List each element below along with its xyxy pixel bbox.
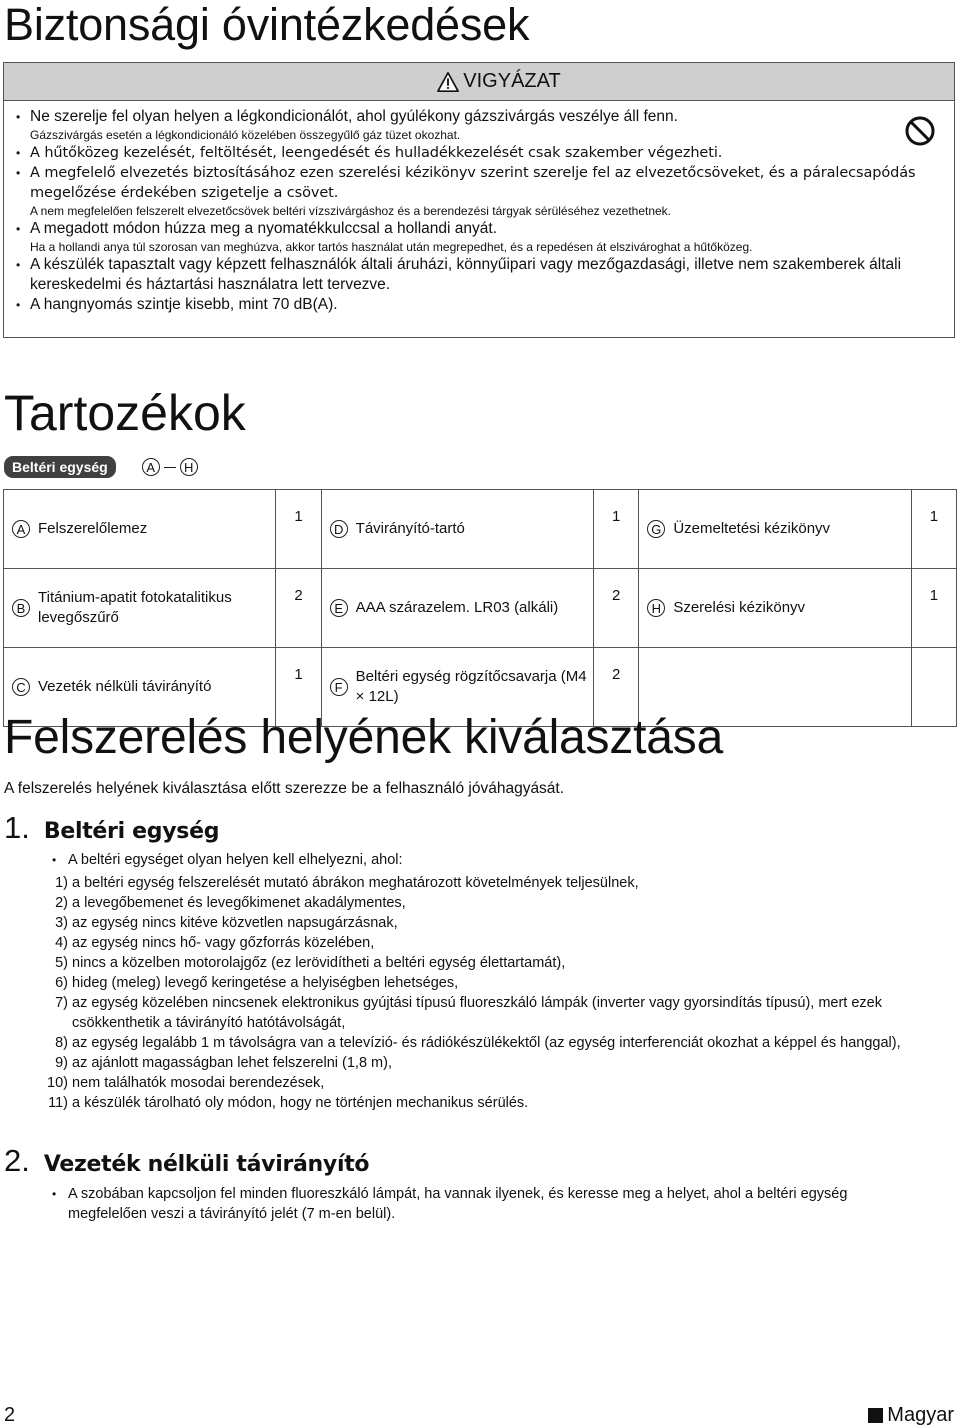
list-item <box>42 1093 932 1113</box>
page-number: 2 <box>4 1404 16 1426</box>
accessory-name: Szerelési kézikönyv <box>673 599 806 616</box>
item-number: 9) <box>55 1055 68 1071</box>
caution-item <box>16 219 925 255</box>
accessory-name: AAA szárazelem. LR03 (alkáli) <box>355 599 559 616</box>
accessory-letter: G <box>647 520 665 538</box>
item-text: a levegőbemenet és levegőkimenet akadálymentes, <box>72 895 406 911</box>
accessory-cell <box>321 490 593 569</box>
accessory-letter: F <box>330 678 348 696</box>
caution-item-main: • A megadott módon húzza meg a nyomatékkulccsal a hollandi anyát. <box>30 220 497 237</box>
accessory-letter: A <box>12 520 30 538</box>
warning-icon <box>437 71 459 93</box>
item-text: hideg (meleg) levegő keringetése a helyiségben lehetséges, <box>72 975 459 991</box>
accessory-name: Beltéri egység rögzítőcsavarja (M4 × 12L) <box>355 668 587 705</box>
list-item <box>42 873 932 893</box>
accessory-letter: B <box>12 599 30 617</box>
caution-item <box>16 163 925 219</box>
accessory-name: Távirányító-tartó <box>355 520 465 537</box>
caution-item-sub: Gázszivárgás esetén a légkondicionáló közelében összegyűlő gáz tüzet okozhat. <box>30 128 461 142</box>
caution-header <box>4 63 954 101</box>
item-number: 8) <box>55 1035 68 1051</box>
caution-body <box>4 101 954 315</box>
caution-item-sub: A nem megfelelően felszerelt elvezetőcsövek beltéri vízszivárgáshoz és a berendezési tárgyak sérüléséhez vezethetnek. <box>30 204 672 218</box>
item-number: 11) <box>48 1095 68 1111</box>
caution-item-main: • A készülék tapasztalt vagy képzett felhasználók általi áruházi, könnyűipari vagy mezőgazdasági, illetve nem szakemberek általi kereskedelmi és háztartási használatra lett tervezve. <box>30 256 902 293</box>
empty-qty-cell <box>911 648 956 727</box>
section-number: 1. <box>4 810 30 845</box>
conditions-list <box>42 873 932 1113</box>
item-text: az egység nincs kitéve közvetlen napsugárzásnak, <box>72 915 398 931</box>
accessories-table <box>3 489 957 727</box>
accessory-cell <box>4 490 276 569</box>
item-text: az egység közelében nincsenek elektronikus gyújtási típusú fluoreszkáló lámpák (inverter vagy gyorsindítás típusú), mert ezek csökkenthetik a távirányító hatótávolságát, <box>72 995 882 1031</box>
caution-item-sub: Ha a hollandi anya túl szorosan van meghúzva, akkor tartós használat után megrepedhet, és a repedésen át elszivároghat a hűtőközeg. <box>30 240 753 254</box>
item-text: nincs a közelben motorolajgőz (ez lerövidítheti a beltéri egység élettartamát), <box>72 955 566 971</box>
accessory-letter: C <box>12 678 30 696</box>
language-label: Magyar <box>887 1404 954 1426</box>
range-end: H <box>180 458 198 476</box>
accessories-label-row <box>4 456 198 478</box>
safety-title: Biztonsági óvintézkedések <box>4 0 530 50</box>
accessory-qty: 1 <box>911 569 956 648</box>
caution-item <box>16 143 925 163</box>
section-1-bullet: • A beltéri egységet olyan helyen kell elhelyezni, ahol: <box>52 850 928 870</box>
item-text: nem találhatók mosodai berendezések, <box>72 1075 325 1091</box>
caution-item-main: • Ne szerelje fel olyan helyen a légkondicionálót, ahol gyúlékony gázszivárgás veszélye áll fenn. <box>30 108 678 125</box>
accessory-name: Titánium-apatit fotokatalitikus levegőszűrő <box>38 589 232 626</box>
accessory-qty: 2 <box>594 569 639 648</box>
caution-item-main: • A hangnyomás szintje kisebb, mint 70 dB(A). <box>30 296 338 313</box>
accessory-name: Üzemeltetési kézikönyv <box>673 520 831 537</box>
list-item <box>42 973 932 993</box>
accessory-letter: D <box>330 520 348 538</box>
caution-box <box>3 62 955 338</box>
caution-label: VIGYÁZAT <box>463 70 561 92</box>
accessory-cell <box>639 569 911 648</box>
section-2-heading <box>4 1143 369 1179</box>
list-item <box>42 1033 932 1053</box>
list-item <box>42 893 932 913</box>
caution-item <box>16 295 925 315</box>
caution-item-main: • A megfelelő elvezetés biztosításához ezen szerelési kézikönyv szerint szerelje fel az elvezetőcsöveket, és a páralecsapódás megelőzése érdekében szigetelje a csövet. <box>30 165 916 201</box>
section-number: 2. <box>4 1143 30 1178</box>
accessory-qty: 1 <box>594 490 639 569</box>
square-icon <box>868 1408 883 1423</box>
item-text: az ajánlott magasságban lehet felszerelni (1,8 m), <box>72 1055 392 1071</box>
list-item <box>42 993 932 1033</box>
item-text: az egység legalább 1 m távolságra van a televízió- és rádiókészülékektől (az egység interferenciát okozhat a képpel és hanggal), <box>72 1035 901 1051</box>
item-number: 2) <box>55 895 68 911</box>
accessory-qty: 2 <box>594 648 639 727</box>
section-1-heading <box>4 810 219 846</box>
location-title: Felszerelés helyének kiválasztása <box>4 711 724 764</box>
item-number: 1) <box>55 875 68 891</box>
table-row <box>4 490 957 569</box>
item-text: az egység nincs hő- vagy gőzforrás közelében, <box>72 935 375 951</box>
list-item <box>42 953 932 973</box>
indoor-unit-badge: Beltéri egység <box>4 456 116 478</box>
accessory-cell <box>639 490 911 569</box>
section-title: Beltéri egység <box>43 819 220 844</box>
list-item <box>42 913 932 933</box>
section-2-bullet: • A szobában kapcsoljon fel minden fluoreszkáló lámpát, ha vannak ilyenek, és keresse meg a helyet, ahol a beltéri egység megfelelően veszi a távirányító jelét (7 m-en belül). <box>52 1184 928 1224</box>
accessory-qty: 1 <box>276 648 321 727</box>
location-intro: A felszerelés helyének kiválasztása előtt szerezze be a felhasználó jóváhagyását. <box>4 780 565 797</box>
accessory-letter: H <box>647 599 665 617</box>
table-row <box>4 569 957 648</box>
accessory-range <box>142 458 198 476</box>
item-text: a készülék tárolható oly módon, hogy ne történjen mechanikus sérülés. <box>72 1095 529 1111</box>
list-item <box>42 1053 932 1073</box>
footer-language <box>868 1404 954 1427</box>
accessory-qty: 1 <box>911 490 956 569</box>
accessory-name: Vezeték nélküli távirányító <box>38 678 212 695</box>
item-number: 10) <box>47 1075 68 1091</box>
caution-item <box>16 255 925 295</box>
accessory-qty: 1 <box>276 490 321 569</box>
item-number: 4) <box>55 935 68 951</box>
item-text: a beltéri egység felszerelését mutató ábrákon meghatározott követelmények teljesülnek, <box>72 875 639 891</box>
section-title: Vezeték nélküli távirányító <box>43 1152 370 1177</box>
list-item <box>42 1073 932 1093</box>
accessory-cell <box>4 569 276 648</box>
accessory-cell <box>321 569 593 648</box>
item-number: 6) <box>55 975 68 991</box>
accessory-qty: 2 <box>276 569 321 648</box>
accessory-name: Felszerelőlemez <box>38 520 148 537</box>
accessory-letter: E <box>330 599 348 617</box>
caution-item <box>16 107 925 143</box>
item-number: 7) <box>55 995 68 1011</box>
item-number: 3) <box>55 915 68 931</box>
caution-item-main: • A hűtőközeg kezelését, feltöltését, leengedését és hulladékkezelését csak szakember végezheti. <box>30 145 723 161</box>
list-item <box>42 933 932 953</box>
range-start: A <box>142 458 160 476</box>
accessories-title: Tartozékok <box>4 385 246 441</box>
range-dash <box>164 467 176 468</box>
item-number: 5) <box>55 955 68 971</box>
